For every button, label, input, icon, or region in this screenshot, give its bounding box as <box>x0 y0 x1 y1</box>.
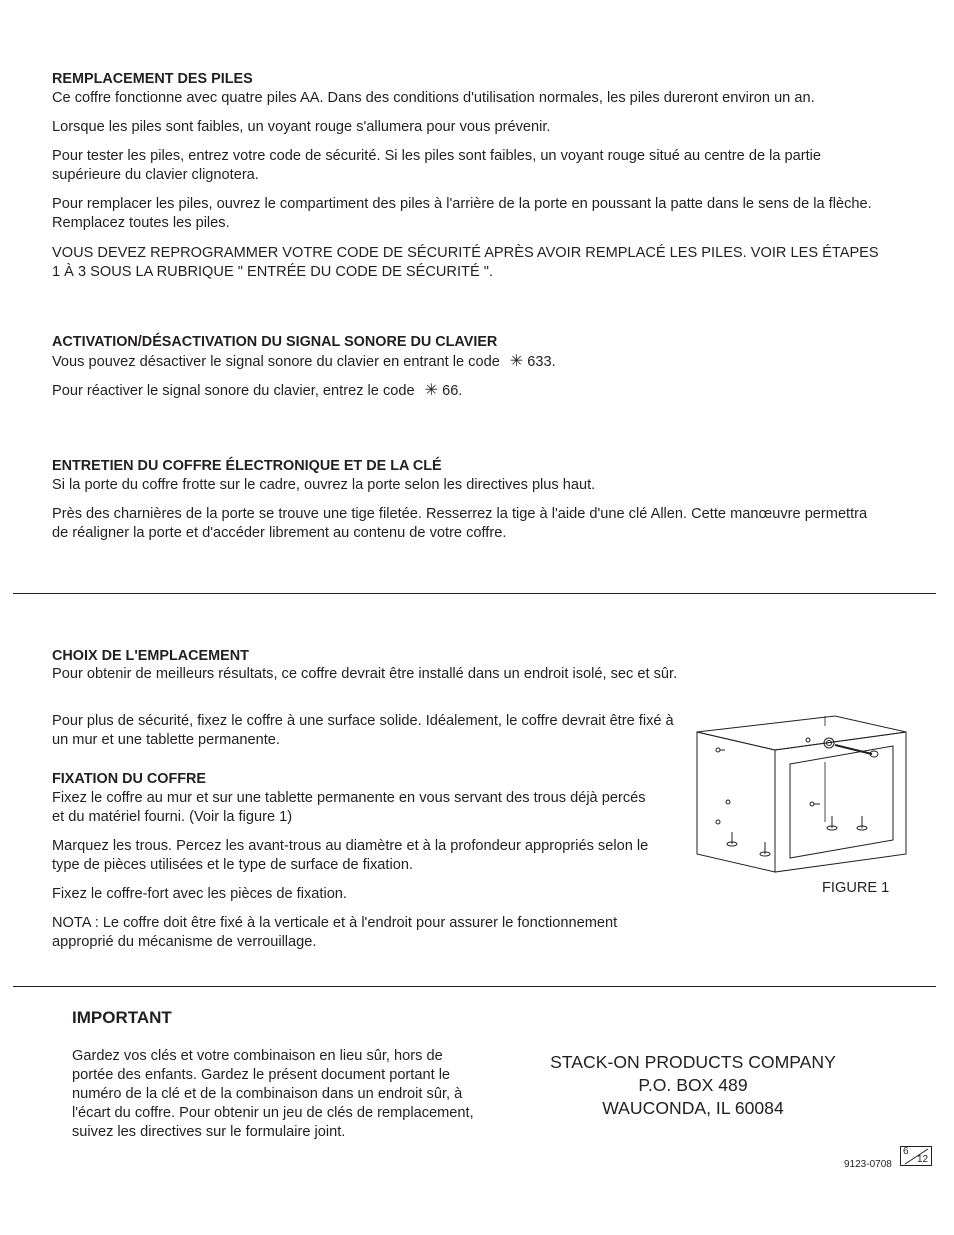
sound-enable-code: 66. <box>442 383 463 399</box>
battery-paragraph-2: Lorsque les piles sont faibles, un voyant rouge s'allumera pour vous prévenir. <box>52 119 551 135</box>
battery-paragraph-4: Pour remplacer les piles, ouvrez le compartiment des piles à l'arrière de la porte en poussant la patte dans le sens de la flèche. Remplacez toutes les piles. <box>52 196 872 231</box>
fixing-paragraph-4: NOTA : Le coffre doit être fixé à la verticale et à l'endroit pour assurer le fonctionnement approprié du mécanisme de verrouillage. <box>52 915 618 950</box>
sound-paragraph-1 <box>52 352 884 372</box>
page-number: 6 <box>903 1146 909 1157</box>
battery-paragraph-3: Pour tester les piles, entrez votre code de sécurité. Si les piles sont faibles, un voyant rouge situé au centre de la partie supérieure du clavier clignotera. <box>52 148 822 183</box>
company-po-box: P.O. BOX 489 <box>638 1075 748 1095</box>
page-indicator <box>900 1146 932 1166</box>
company-name: STACK-ON PRODUCTS COMPANY <box>550 1052 836 1072</box>
fixing-paragraph-3: Fixez le coffre-fort avec les pièces de fixation. <box>52 886 347 902</box>
sound-disable-code: 633. <box>527 354 556 370</box>
company-city: WAUCONDA, IL 60084 <box>602 1098 784 1118</box>
sound-heading: ACTIVATION/DÉSACTIVATION DU SIGNAL SONORE DU CLAVIER <box>52 334 498 350</box>
maintenance-paragraph-2: Près des charnières de la porte se trouve une tige filetée. Resserrez la tige à l'aide d'une clé Allen. Cette manœuvre permettra de réaligner la porte et d'accéder librement au contenu de votre coffre. <box>52 506 868 541</box>
fixing-paragraph-1: Fixez le coffre au mur et sur une tablette permanente en vous servant des trous déjà percés et du matériel fourni. (Voir la figure 1) <box>52 790 646 825</box>
location-paragraph-1: Pour obtenir de meilleurs résultats, ce coffre devrait être installé dans un endroit isolé, sec et sûr. <box>52 666 678 682</box>
location-paragraph-2: Pour plus de sécurité, fixez le coffre à une surface solide. Idéalement, le coffre devrait être fixé à un mur et une tablette permanente. <box>52 713 674 748</box>
important-heading: IMPORTANT <box>72 1008 172 1027</box>
figure-caption: FIGURE 1 <box>822 880 890 896</box>
important-text: Gardez vos clés et votre combinaison en lieu sûr, hors de portée des enfants. Gardez le présent document portant le numéro de la clé et de la combinaison dans un endroit sûr, à l'écart du coffre. Pour obtenir un jeu de clés de remplacement, suivez les directives sur le formulaire joint. <box>72 1048 474 1140</box>
section-divider <box>13 986 936 987</box>
sound-enable-text: Pour réactiver le signal sonore du clavier, entrez le code <box>52 383 415 399</box>
star-icon: ✳ <box>424 382 439 399</box>
sound-disable-text: Vous pouvez désactiver le signal sonore du clavier en entrant le code <box>52 354 500 370</box>
page-total: 12 <box>917 1154 929 1165</box>
sound-paragraph-2 <box>52 381 884 401</box>
battery-paragraph-1: Ce coffre fonctionne avec quatre piles AA. Dans des conditions d'utilisation normales, les piles dureront environ un an. <box>52 90 815 106</box>
section-divider <box>13 593 936 594</box>
star-icon: ✳ <box>509 353 524 370</box>
battery-heading: REMPLACEMENT DES PILES <box>52 71 253 87</box>
location-heading: CHOIX DE L'EMPLACEMENT <box>52 648 249 664</box>
safe-illustration <box>690 712 915 877</box>
maintenance-paragraph-1: Si la porte du coffre frotte sur le cadre, ouvrez la porte selon les directives plus haut. <box>52 477 596 493</box>
battery-paragraph-5: VOUS DEVEZ REPROGRAMMER VOTRE CODE DE SÉCURITÉ APRÈS AVOIR REMPLACÉ LES PILES. VOIR LES ÉTAPES 1 À 3 SOUS LA RUBRIQUE " ENTRÉE DU CODE DE SÉCURITÉ ". <box>52 245 879 280</box>
fixing-heading: FIXATION DU COFFRE <box>52 771 207 787</box>
company-address <box>523 1051 863 1120</box>
maintenance-heading: ENTRETIEN DU COFFRE ÉLECTRONIQUE ET DE LA CLÉ <box>52 458 442 474</box>
fixing-paragraph-2: Marquez les trous. Percez les avant-trous au diamètre et à la profondeur appropriés selon le type de pièces utilisées et le type de surface de fixation. <box>52 838 649 873</box>
document-number: 9123-0708 <box>844 1159 892 1170</box>
